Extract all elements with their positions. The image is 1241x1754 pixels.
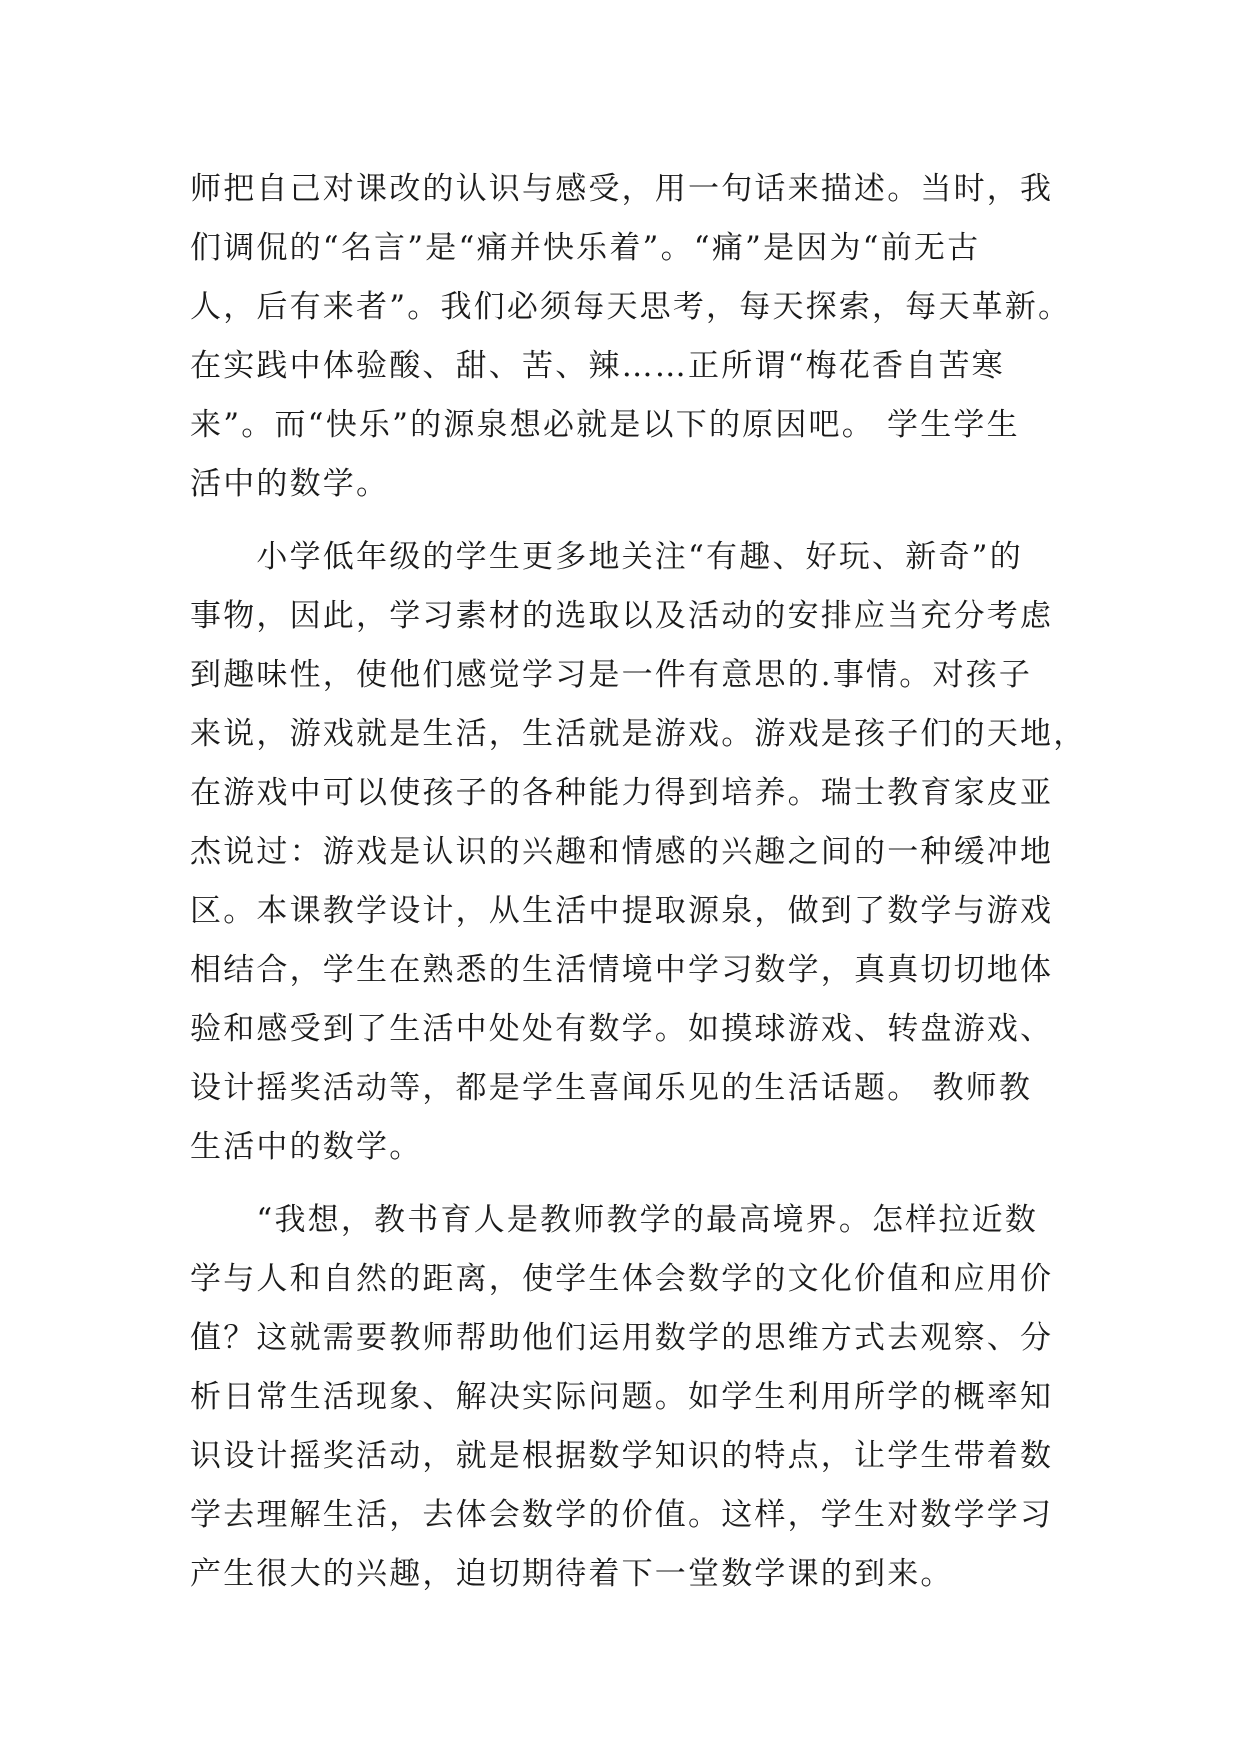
text-line: 到趣味性，使他们感觉学习是一件有意思的.事情。对孩子 xyxy=(190,657,1033,693)
paragraph-gap xyxy=(190,514,1070,528)
text-line: 值？这就需要教师帮助他们运用数学的思维方式去观察、分 xyxy=(190,1320,1054,1356)
text-line: 们调侃的“名言”是“痛并快乐着”。“痛”是因为“前无古 xyxy=(190,230,981,266)
text-line: 生活中的数学。 xyxy=(190,1129,423,1165)
text-line: 验和感受到了生活中处处有数学。如摸球游戏、转盘游戏、 xyxy=(190,1011,1054,1047)
text-line: 来说，游戏就是生活，生活就是游戏。游戏是孩子们的天地， xyxy=(190,716,1087,752)
text-line: 相结合，学生在熟悉的生活情境中学习数学，真真切切地体 xyxy=(190,952,1054,988)
text-line: 来”。而“快乐”的源泉想必就是以下的原因吧。 学生学生 xyxy=(190,407,1020,443)
paragraph-2 xyxy=(190,528,1087,1177)
text-line: 析日常生活现象、解决实际问题。如学生利用所学的概率知 xyxy=(190,1379,1054,1415)
text-line: 在实践中体验酸、甜、苦、辣……正所谓“梅花香自苦寒 xyxy=(190,348,1005,384)
text-line: 区。本课教学设计，从生活中提取源泉，做到了数学与游戏 xyxy=(190,893,1054,929)
text-line: 事物，因此，学习素材的选取以及活动的安排应当充分考虑 xyxy=(190,598,1054,634)
text-line: 学去理解生活，去体会数学的价值。这样，学生对数学学习 xyxy=(190,1497,1054,1533)
text-line: 设计摇奖活动等，都是学生喜闻乐见的生活话题。 教师教 xyxy=(190,1070,1033,1106)
text-line: 在游戏中可以使孩子的各种能力得到培养。瑞士教育家皮亚 xyxy=(190,775,1054,811)
text-line: 学与人和自然的距离，使学生体会数学的文化价值和应用价 xyxy=(190,1261,1054,1297)
text-line: 杰说过：游戏是认识的兴趣和情感的兴趣之间的一种缓冲地 xyxy=(190,834,1054,870)
text-line: “我想，教书育人是教师教学的最高境界。怎样拉近数 xyxy=(190,1202,1039,1238)
text-line: 师把自己对课改的认识与感受，用一句话来描述。当时，我 xyxy=(190,171,1054,207)
paragraph-1 xyxy=(190,160,1070,514)
text-line: 识设计摇奖活动，就是根据数学知识的特点，让学生带着数 xyxy=(190,1438,1054,1474)
paragraph-gap xyxy=(190,1177,1070,1191)
text-line: 产生很大的兴趣，迫切期待着下一堂数学课的到来。 xyxy=(190,1556,954,1592)
paragraph-3 xyxy=(190,1191,1070,1604)
text-line: 人，后有来者”。我们必须每天思考，每天探索，每天革新。 xyxy=(190,289,1072,325)
text-line: 活中的数学。 xyxy=(190,466,390,502)
body-text xyxy=(190,160,1087,1604)
text-line: 小学低年级的学生更多地关注“有趣、好玩、新奇”的 xyxy=(190,539,1023,575)
